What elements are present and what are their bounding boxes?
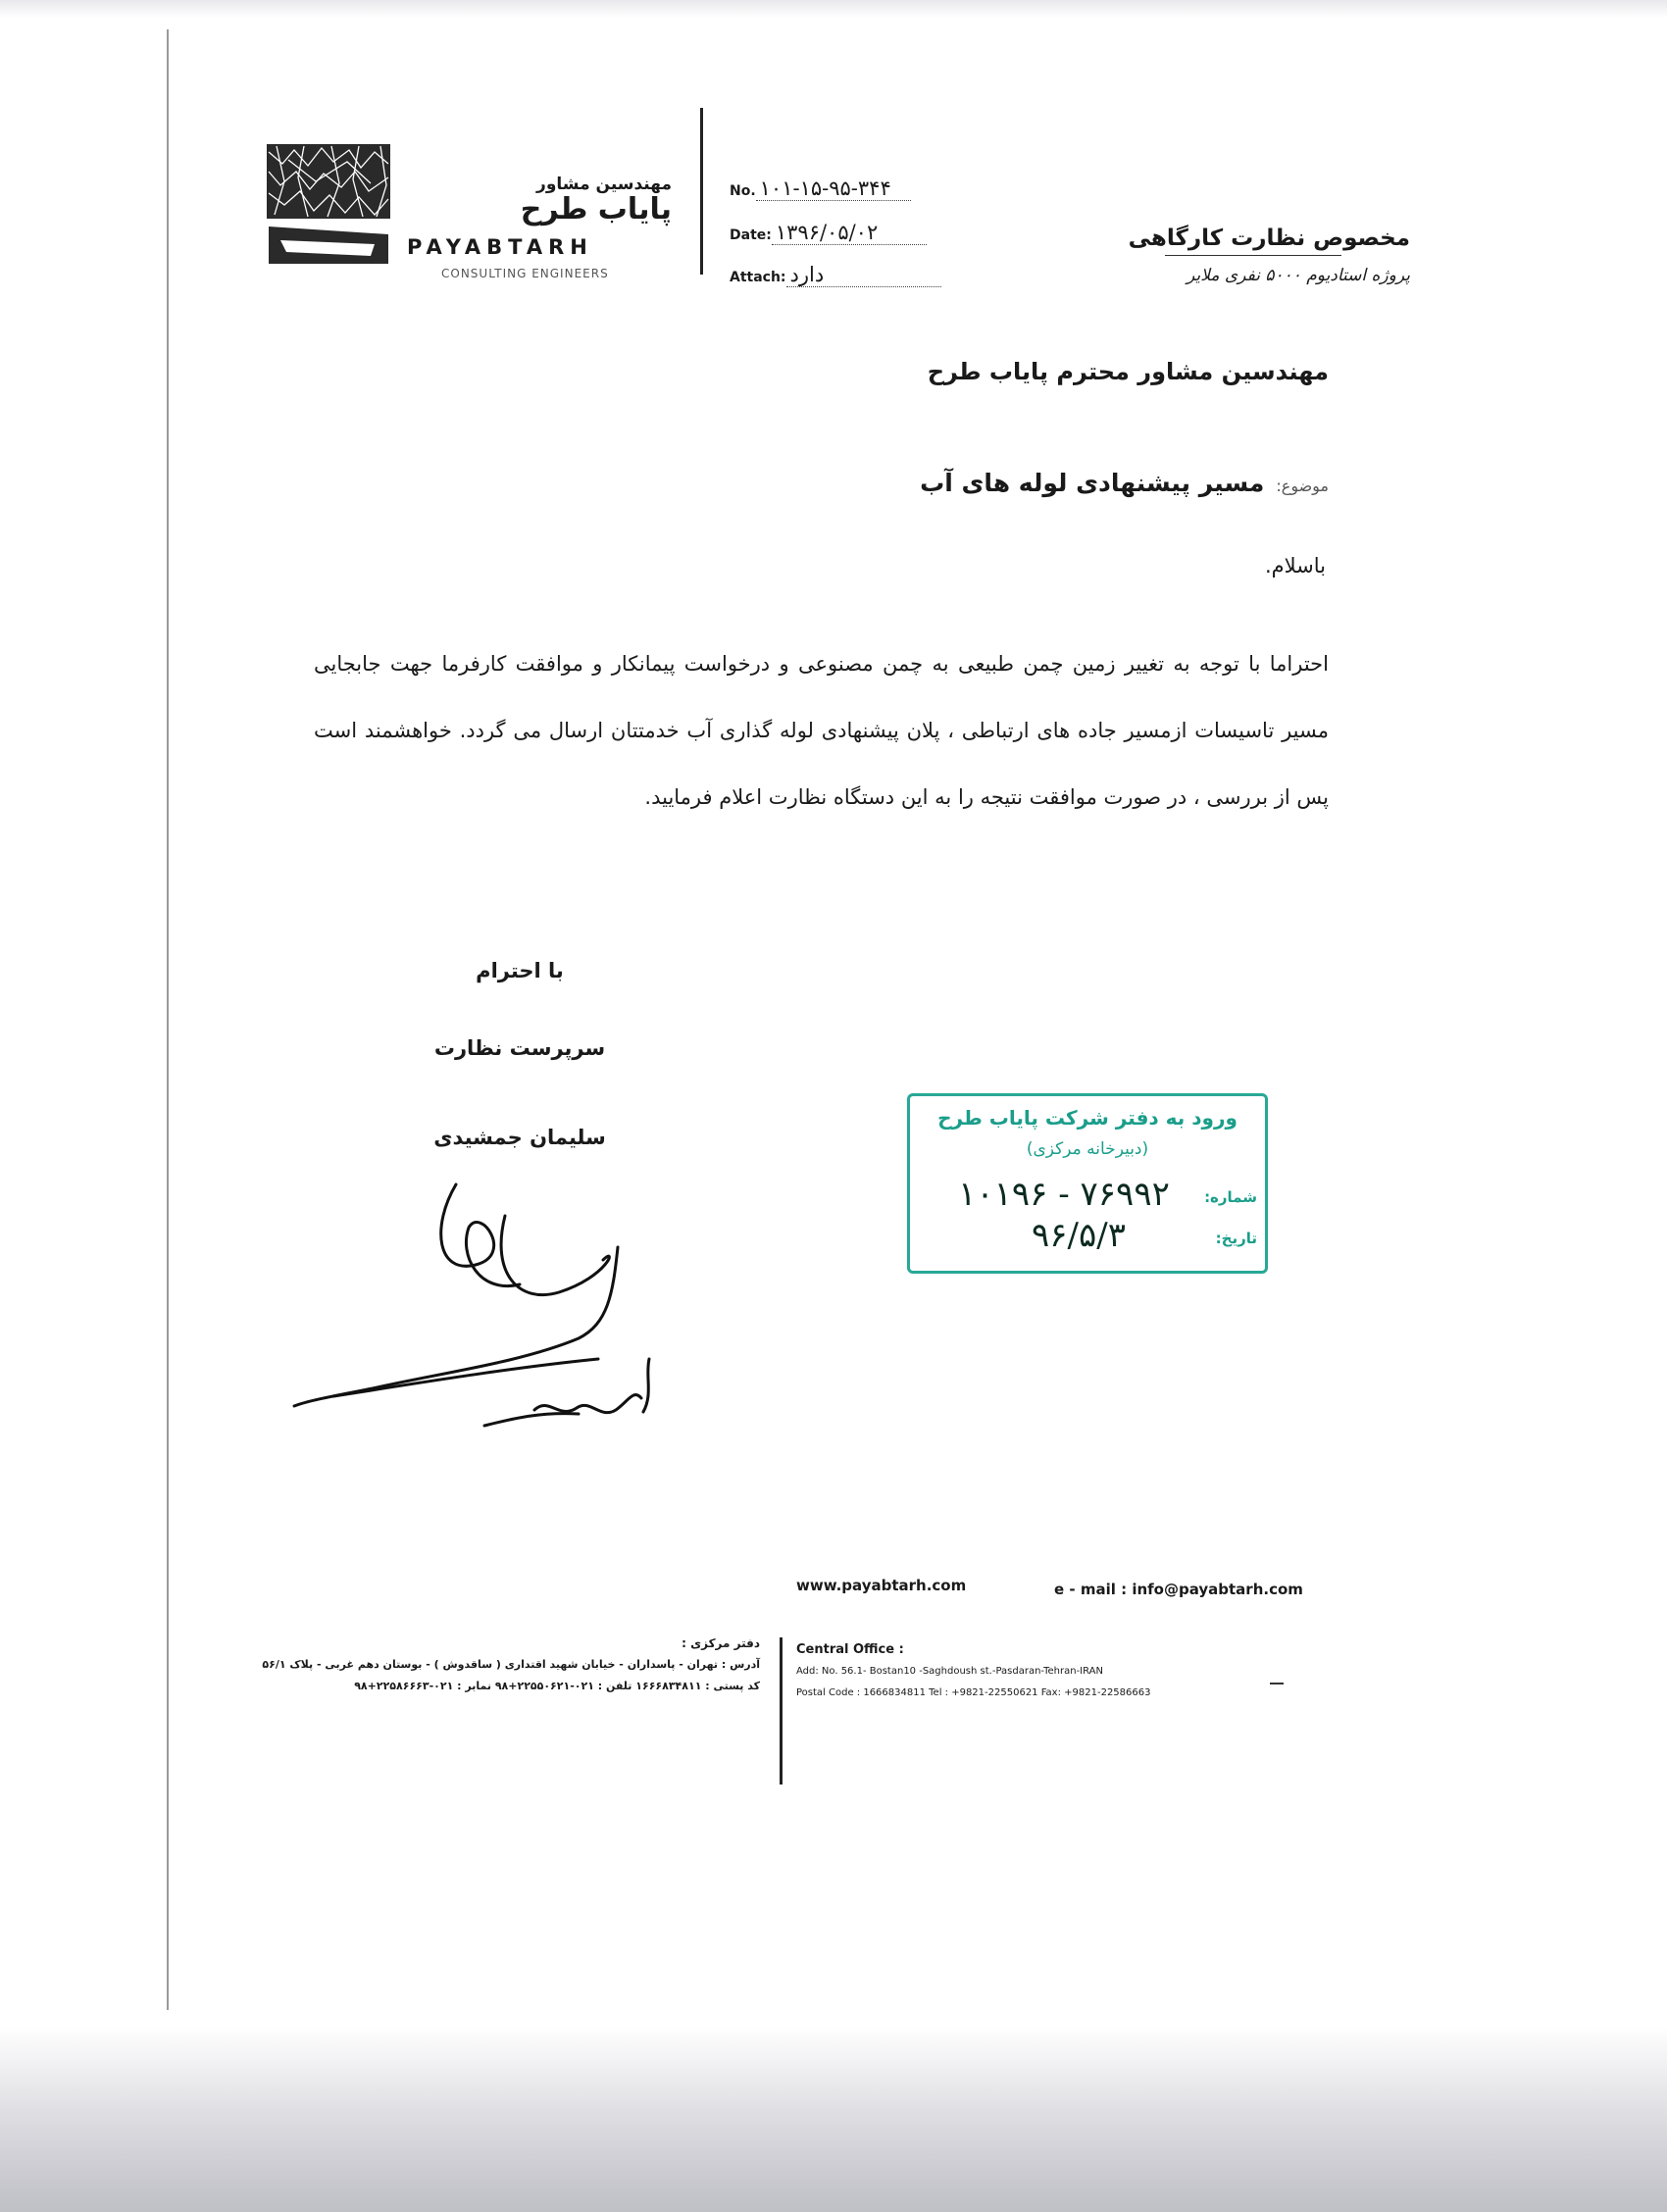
subject-label: موضوع:	[1276, 477, 1329, 495]
letter-greeting: باسلام.	[1264, 554, 1326, 578]
brand-english-name: PAYABTARH	[407, 235, 593, 259]
scan-top-shadow	[0, 0, 1667, 18]
footer-address-fa: آدرس : تهران - پاسداران - خیابان شهید اقتداری ( ساقدوش ) - بوستان دهم غربی - پلاک ۵۶/۱	[262, 1658, 760, 1671]
footer-central-office-en: Central Office :	[796, 1642, 904, 1657]
letter-subject	[920, 469, 1329, 497]
stamp-title: ورود به دفتر شرکت پایاب طرح	[937, 1106, 1238, 1130]
brand-persian-subtitle: مهندسین مشاور	[536, 175, 672, 194]
stamp-date-value: ۹۶/۵/۳	[1032, 1216, 1126, 1255]
reference-number-value: ۱۰۱-۱۵-۹۵-۳۴۴	[756, 176, 911, 201]
heading-underline	[1165, 255, 1341, 256]
footer-email: e - mail : info@payabtarh.com	[1054, 1581, 1303, 1598]
subject-text: مسیر پیشنهادی لوله های آب	[920, 469, 1265, 497]
scan-bottom-shadow	[0, 2026, 1667, 2212]
footer-persian-address	[235, 1633, 760, 1697]
reference-date-row	[730, 221, 927, 245]
footer-contact-fa: کد پستی : ۱۶۶۶۸۳۴۸۱۱ تلفن : ۰۲۱-۲۲۵۵۰۶۲۱+۹۸ نمابر : ۰۲۱-۲۲۵۸۶۶۶۳+۹۸	[354, 1680, 760, 1692]
stamp-number-label: شماره:	[1204, 1188, 1257, 1206]
scan-left-edge-line	[167, 29, 169, 2010]
letter-addressee: مهندسین مشاور محترم پایاب طرح	[927, 358, 1329, 385]
reference-number-label: No.	[730, 183, 756, 199]
brand-persian-name: پایاب طرح	[520, 192, 672, 226]
reference-date-label: Date:	[730, 227, 772, 243]
footer-postal-en: Postal Code : 1666834811 Tel : +9821-22550621 Fax: +9821-22586663	[796, 1687, 1151, 1698]
header-divider	[700, 108, 703, 275]
payabtarh-logo-icon	[265, 142, 392, 270]
heading-project: پروژه استادیوم ۵۰۰۰ نفری ملایر	[1187, 266, 1410, 285]
brand-english-subtitle: CONSULTING ENGINEERS	[441, 267, 609, 280]
stamp-date-label: تاریخ:	[1215, 1230, 1257, 1247]
reference-number-row	[730, 176, 911, 201]
footer-divider	[780, 1637, 783, 1785]
footer-address-en: Add: No. 56.1- Bostan10 -Saghdoush st.-Pasdaran-Tehran-IRAN	[796, 1666, 1103, 1677]
document-heading	[1129, 226, 1410, 285]
stamp-number-value: ۱۰۱۹۶ - ۷۶۹۹۲	[958, 1175, 1170, 1214]
footer-central-office-fa: دفتر مرکزی :	[682, 1636, 760, 1650]
heading-title: مخصوص نظارت کارگاهی	[1128, 226, 1410, 251]
letter-body: احتراما با توجه به تغییر زمین چمن طبیعی به چمن مصنوعی و درخواست پیمانکار و موافقت کارفرما جهت جابجایی مسیر تاسیسات ازمسیر جاده های ارتباطی ، پلان پیشنهادی لوله گذاری آب خدمتتان ارسال می گردد. خواهشمند است پس از بررسی ، در صورت موافقت نتیجه را به این دستگاه نظارت اعلام فرمایید.	[314, 652, 1329, 809]
reference-date-value: ۱۳۹۶/۰۵/۰۲	[772, 221, 927, 245]
signer-title: سرپرست نظارت	[433, 1036, 606, 1060]
reference-attachment-label: Attach:	[730, 270, 786, 285]
closing-regards: با احترام	[476, 959, 564, 982]
signer-name: سلیمان جمشیدی	[433, 1126, 606, 1149]
stamp-subtitle: (دبیرخانه مرکزی)	[1026, 1139, 1149, 1159]
footer-dash-mark	[1270, 1683, 1284, 1684]
footer-website: www.payabtarh.com	[796, 1577, 967, 1594]
footer-english-address	[796, 1639, 1150, 1704]
reference-attachment-row	[730, 263, 941, 287]
reference-attachment-value: دارد	[786, 263, 941, 287]
receipt-stamp	[907, 1093, 1268, 1274]
handwritten-signature	[284, 1167, 696, 1441]
